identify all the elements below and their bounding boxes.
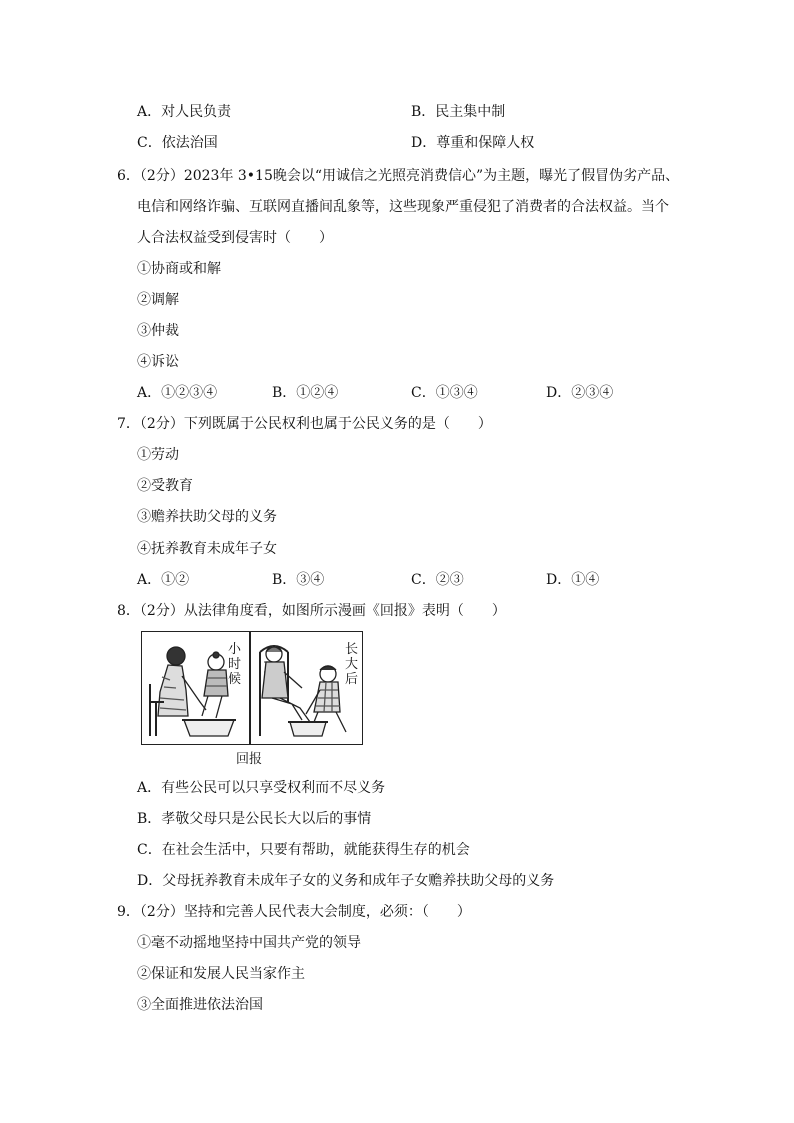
q8-option-d: D．父母抚养教育未成年子女的义务和成年子女赡养扶助父母的义务 — [137, 873, 555, 889]
q9-item-1: ①毫不动摇地坚持中国共产党的领导 — [137, 935, 361, 951]
q8-option-c: C．在社会生活中，只要有帮助，就能获得生存的机会 — [137, 842, 470, 858]
q6-item-4: ④诉讼 — [137, 354, 179, 370]
q6-stem-line-2: 电信和网络诈骗、互联网直播间乱象等，这些现象严重侵犯了消费者的合法权益。当个 — [137, 199, 669, 215]
q7-item-1: ①劳动 — [137, 447, 179, 463]
q6-option-d: D．②③④ — [546, 385, 614, 401]
q6-option-b: B．①②④ — [272, 385, 339, 401]
childhood-scene-figure — [150, 647, 236, 736]
q9-stem: 9．（2分）坚持和完善人民代表大会制度，必须：（ ） — [117, 904, 471, 920]
comic-label-childhood: 小时候 — [228, 642, 242, 687]
q5-option-b: B．民主集中制 — [411, 104, 506, 120]
q6-item-1: ①协商或和解 — [137, 261, 221, 277]
q6-stem-line-1: 6．（2分）2023年 3•15晚会以“用诚信之光照亮消费信心”为主题，曝光了假冒伪劣产品、 — [117, 168, 680, 184]
q7-option-b: B．③④ — [272, 572, 325, 588]
comic-label-adulthood: 长大后 — [345, 642, 359, 687]
q5-option-a: A．对人民负责 — [137, 104, 232, 120]
comic-caption: 回报 — [236, 752, 263, 767]
q7-item-2: ②受教育 — [137, 478, 193, 494]
adulthood-scene-figure — [260, 646, 346, 736]
q6-item-2: ②调解 — [137, 292, 179, 308]
q6-option-a: A．①②③④ — [137, 385, 218, 401]
q7-option-d: D．①④ — [546, 572, 600, 588]
q7-stem: 7．（2分）下列既属于公民权利也属于公民义务的是（ ） — [117, 416, 492, 432]
q6-stem-line-3: 人合法权益受到侵害时（ ） — [137, 230, 333, 246]
q7-item-4: ④抚养教育未成年子女 — [137, 541, 277, 557]
q8-option-b: B．孝敬父母只是公民长大以后的事情 — [137, 811, 372, 827]
q7-option-a: A．①② — [137, 572, 190, 588]
q9-item-3: ③全面推进依法治国 — [137, 997, 263, 1013]
q6-option-c: C．①③④ — [411, 385, 478, 401]
q8-option-a: A．有些公民可以只享受权利而不尽义务 — [137, 780, 386, 796]
comic-image — [141, 631, 363, 745]
q5-option-d: D．尊重和保障人权 — [411, 135, 535, 151]
q9-item-2: ②保证和发展人民当家作主 — [137, 966, 305, 982]
q7-item-3: ③赡养扶助父母的义务 — [137, 509, 277, 525]
q5-option-c: C．依法治国 — [137, 135, 218, 151]
q8-stem: 8．（2分）从法律角度看，如图所示漫画《回报》表明（ ） — [117, 603, 506, 619]
q6-item-3: ③仲裁 — [137, 323, 179, 339]
q7-option-c: C．②③ — [411, 572, 464, 588]
